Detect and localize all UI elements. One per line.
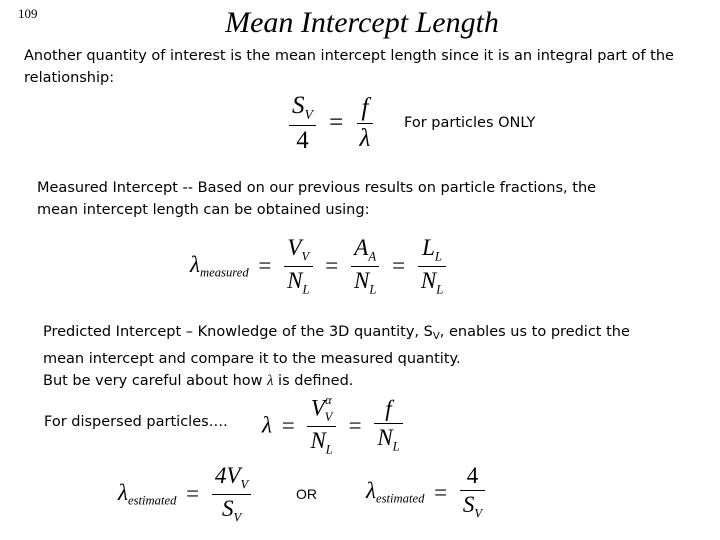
eq3-vv: V: [310, 395, 325, 421]
predicted-line-3: [43, 370, 713, 392]
eq3-equals-2: =: [348, 412, 362, 438]
eq1-lambda: λ: [359, 124, 371, 152]
fraction-f-lambda: [357, 95, 374, 153]
eq3-alpha-sup: α: [324, 393, 332, 407]
eq2-lambda-sub: measured: [199, 265, 249, 280]
equation-lambda-measured: [190, 236, 449, 297]
predicted-line-3-end: is defined.: [278, 373, 354, 390]
measured-line-2: mean intercept length can be obtained using:: [37, 202, 370, 218]
eq2-aa-sub: A: [368, 249, 377, 264]
intro-paragraph: [24, 45, 714, 89]
eq3-equals-1: =: [281, 412, 295, 438]
eq4a-sv-sub: V: [233, 510, 242, 525]
predicted-paragraph: [43, 321, 713, 392]
intro-line-2: relationship:: [24, 70, 115, 86]
eq3-vv-sub: V: [324, 410, 333, 425]
eq2-nl-3: N: [420, 267, 437, 293]
fraction-4-sv: [460, 464, 485, 521]
eq4b-4: 4: [466, 463, 479, 488]
eq4a-lambda: λ: [118, 480, 128, 506]
eq4a-equals: =: [186, 481, 200, 507]
eq2-vv-sub: V: [301, 249, 310, 264]
predicted-line-3-text: But be very careful about how: [43, 373, 263, 390]
eq4a-4vv-sub: V: [240, 477, 249, 492]
fraction-ll-nl: [418, 236, 446, 297]
eq4a-sv: S: [221, 495, 234, 521]
eq2-ll: L: [422, 235, 435, 260]
measured-paragraph: [37, 177, 707, 221]
eq4a-4vv: 4V: [214, 463, 241, 488]
eq2-nl-1-sub: L: [302, 282, 310, 297]
eq2-ll-sub: L: [434, 249, 442, 264]
eq2-equals-1: =: [258, 253, 272, 279]
slide-title: Mean Intercept Length: [225, 6, 499, 39]
eq4b-sv-sub: V: [474, 506, 483, 521]
eq4b-lambda: λ: [366, 478, 376, 504]
fraction-4vv-sv: [212, 464, 251, 525]
eq2-equals-2: =: [325, 253, 339, 279]
eq2-lambda: λ: [190, 252, 200, 278]
eq4b-equals: =: [434, 479, 448, 505]
eq1-sv-sub: V: [304, 107, 313, 123]
eq3-nl-2: N: [377, 425, 393, 451]
fraction-vv-nl: [284, 236, 312, 297]
dispersed-label: For dispersed particles….: [44, 414, 228, 430]
particles-only-note: For particles ONLY: [404, 115, 536, 131]
predicted-sv-sub: V: [432, 331, 440, 343]
eq3-f: f: [385, 396, 392, 422]
eq2-nl-1: N: [287, 267, 303, 293]
equation-estimated-a: [118, 464, 254, 525]
eq4b-sv: S: [462, 492, 475, 518]
intro-line-1: Another quantity of interest is the mean intercept length since it is an integral part of the: [24, 48, 674, 64]
eq1-sv: S: [292, 92, 305, 119]
or-label: OR: [296, 486, 317, 502]
eq3-nl-1: N: [310, 428, 326, 454]
predicted-line-1: [43, 321, 713, 348]
eq1-denominator-4: 4: [296, 126, 309, 154]
eq2-nl-3-sub: L: [436, 282, 444, 297]
eq2-vv: V: [287, 235, 302, 260]
predicted-line-2: mean intercept and compare it to the measured quantity.: [43, 351, 461, 368]
eq4a-lambda-sub: estimated: [127, 493, 177, 508]
fraction-f-nl: [374, 397, 402, 454]
equation-estimated-b: [366, 464, 488, 521]
predicted-line-1-end: , enables us to predict the: [439, 324, 630, 340]
equation-dispersed: [262, 394, 406, 457]
measured-line-1: Measured Intercept -- Based on our previous results on particle fractions, the: [37, 180, 597, 196]
eq2-nl-2: N: [354, 267, 370, 293]
eq3-nl-1-sub: L: [325, 443, 333, 458]
fraction-aa-nl: [351, 236, 379, 297]
eq1-f: f: [361, 93, 369, 121]
eq4b-lambda-sub: estimated: [375, 491, 425, 506]
eq1-equals: =: [329, 109, 344, 137]
eq3-nl-2-sub: L: [392, 439, 400, 454]
eq3-lambda: λ: [262, 412, 272, 438]
fraction-sv-4: [289, 93, 316, 154]
fraction-vva-nl: [307, 394, 335, 457]
eq2-aa: A: [354, 235, 369, 260]
slide-number: 109: [18, 6, 38, 21]
equation-sv-over-4: [286, 93, 376, 154]
predicted-lambda: λ: [267, 373, 274, 390]
eq2-equals-3: =: [392, 253, 406, 279]
eq2-nl-2-sub: L: [369, 282, 377, 297]
predicted-line-1-text: Predicted Intercept – Knowledge of the 3D quantity, S: [43, 324, 433, 340]
